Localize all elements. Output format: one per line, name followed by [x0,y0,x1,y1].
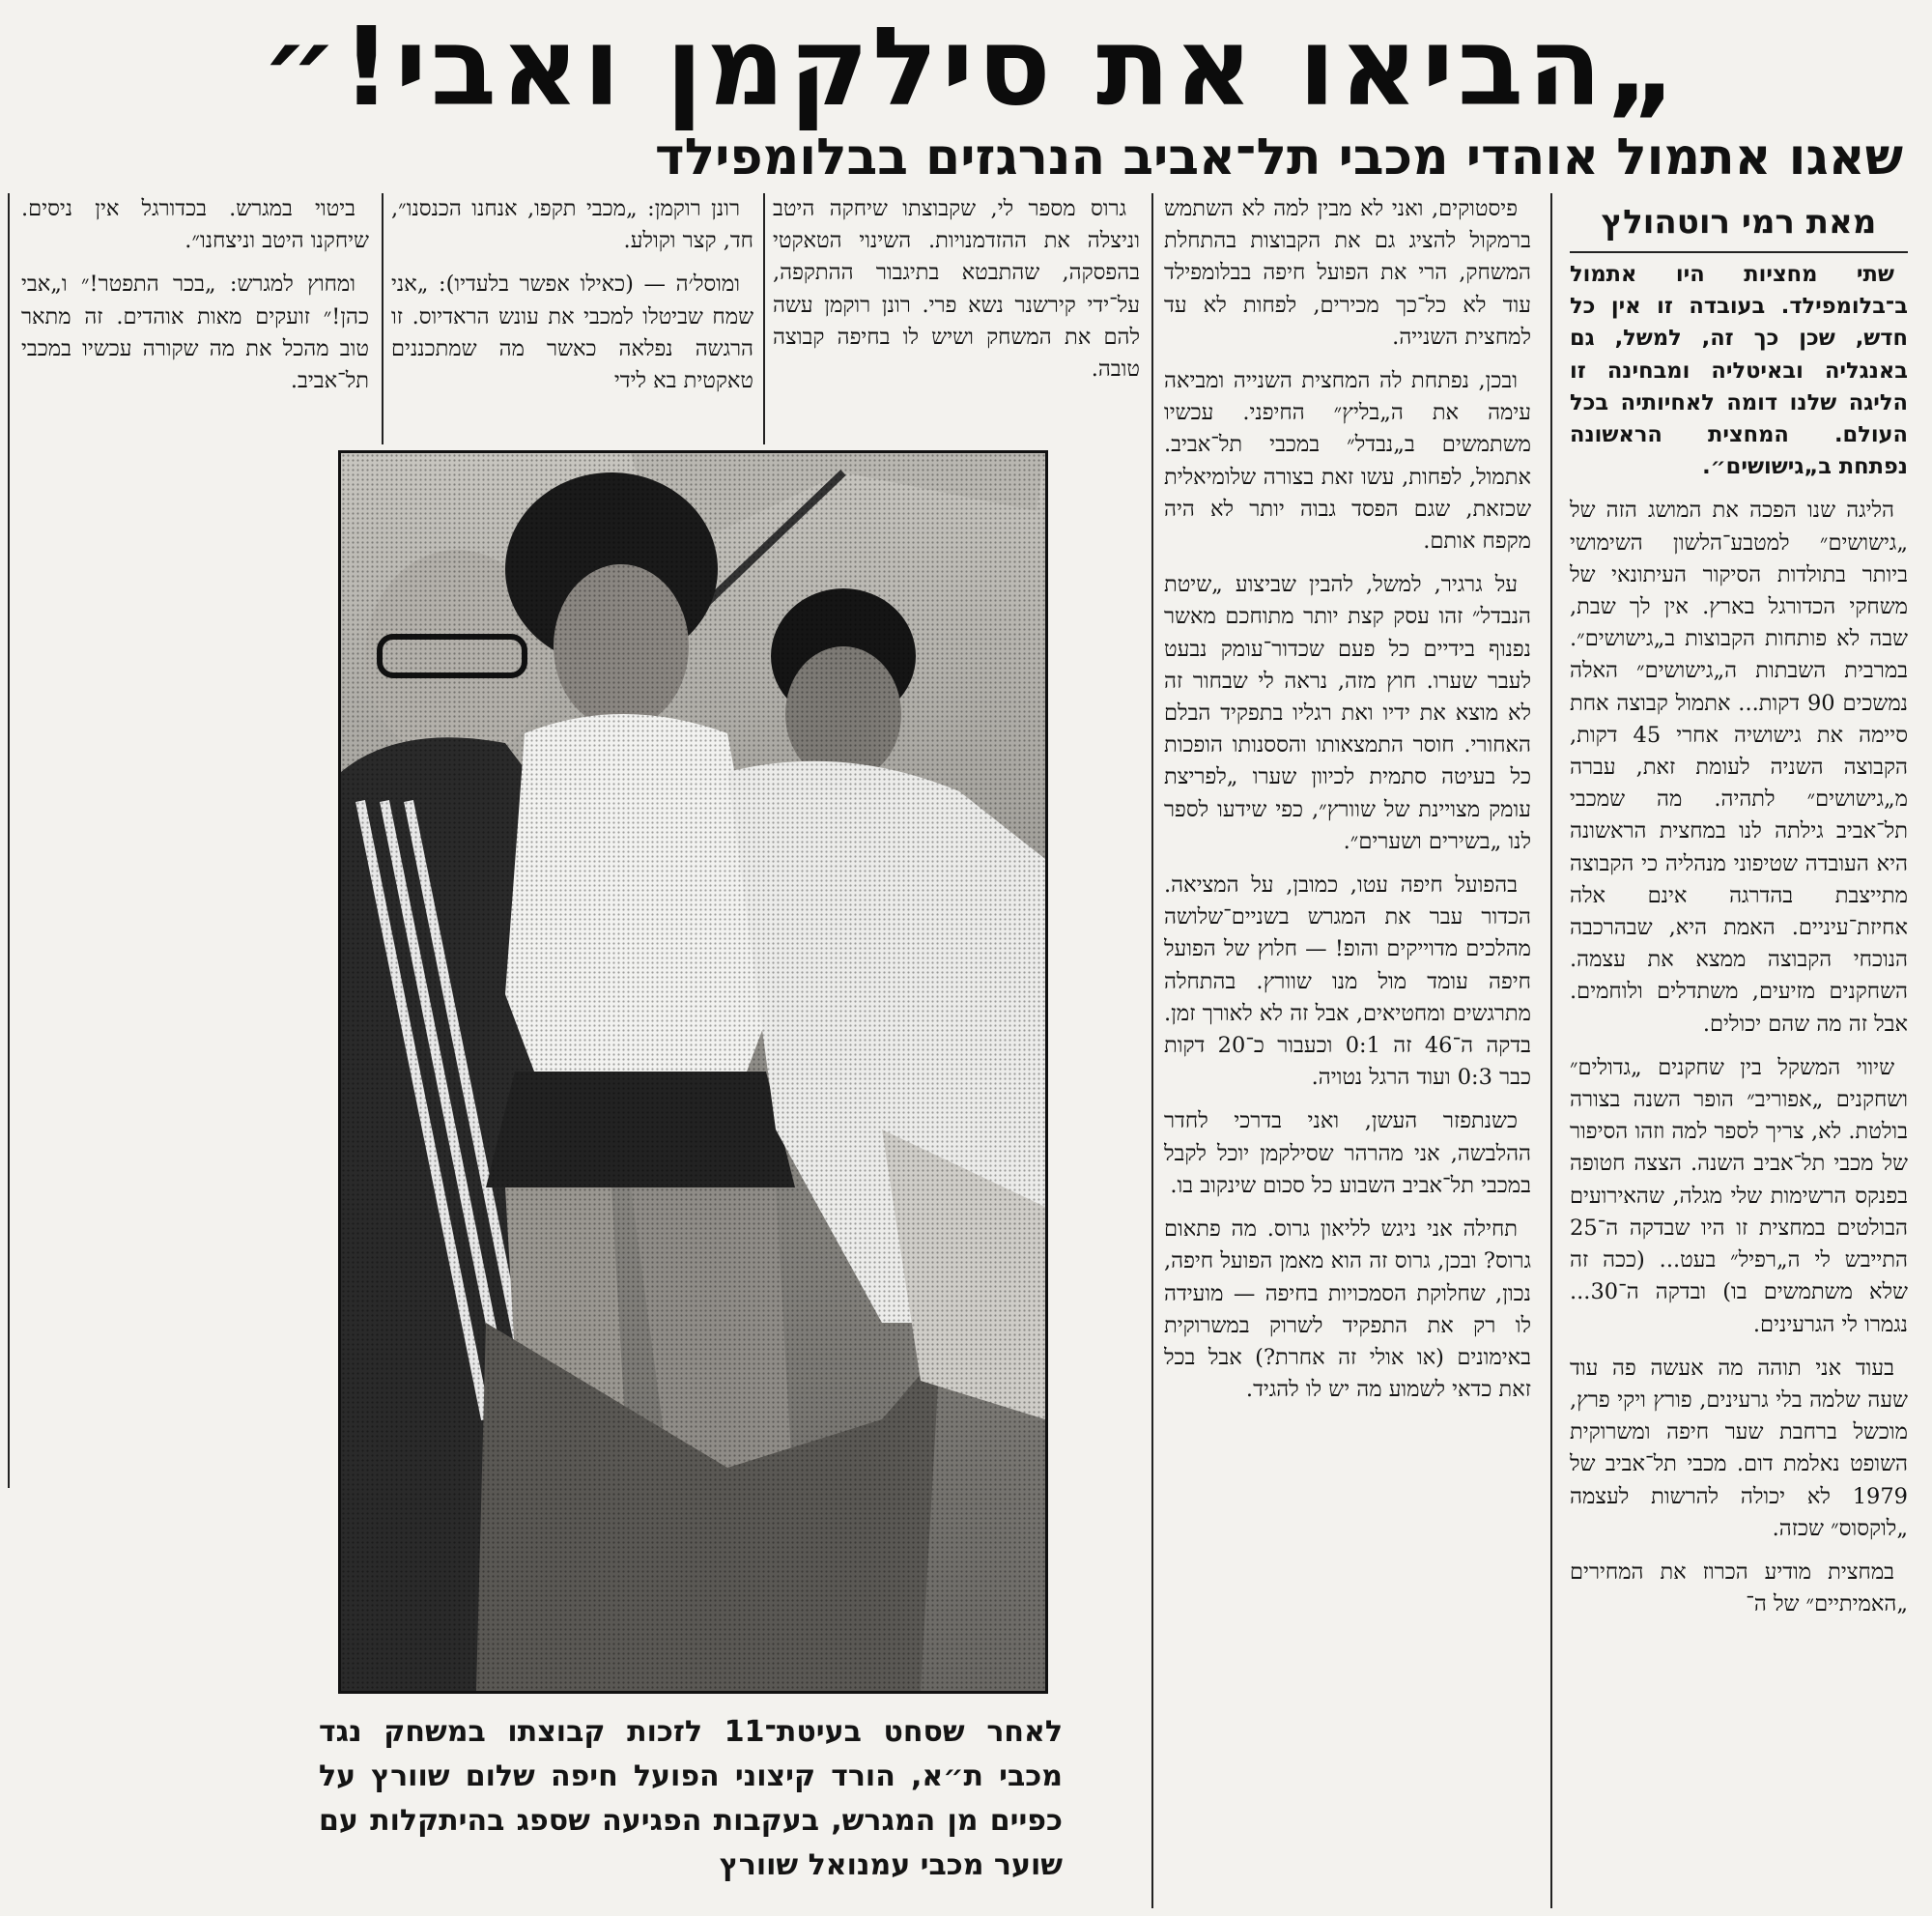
column-paragraph: שיווי המשקל בין שחקנים „גדולים״ ושחקנים „אפוריב״ הופר השנה בצורה בולטת. לא, צריך לספר למה וזהו הסיפור של מכבי תל־אביב השנה. הצצה חטופה בפנקס הרשימות שלי מגלה, שהאירועים הבולטים במחצית זו היו שבדקה ה־25 התייבש לי ה„רפיל״ בעט... (ככה זה שלא משתמשים בו) ובדקה ה־30... נגמרו לי הגרעינים. [1570,1054,1908,1337]
photo-players [338,450,1048,1694]
column-rule [382,193,384,444]
article-column-2 [1164,193,1531,1894]
column-paragraph: הליגה שנו הפכה את המושג הזה של „גישושים״ למטבע־הלשון השימושי ביותר בתולדות הסיקור העיתונאי של משחקי הכדורגל בארץ. אין לך שבת, שבה לא פותחות הקבוצות ב„גישושים״. במרבית השבתות ה„גישושים״ האלה נמשכים 90 דקות... אתמול קבוצה אחת סיימה את גישושיה אחרי 45 דקות, הקבוצה השניה לעומת זאת, עברה מ„גישושים״ לתהיה. מה שמכבי תל־אביב גילתה לנו במחצית הראשונה היא העובדה שטיפוני מנהליה כי הקבוצה מתייצבת בהדרגה אינם אלה אחיזת־עיניים. האמת היא, שבהרכבה הנוכחי הקבוצה ממצא את עצמה. השחקנים מזיעים, משתדלים ולוחמים. אבל זה מה שהם יכולים. [1570,498,1908,1037]
page-edge-rule [8,193,10,1488]
column-paragraph: בעוד אני תוהה מה אעשה פה עוד שעה שלמה בלי גרעינים, פורץ ויקי פרץ, מוכשל ברחבת שער חיפה ומשרוקית השופט נאלמת דום. מכבי תל־אביב של 1979 לא יכולה להרשות לעצמה „לוקסוס״ שכזה. [1570,1355,1908,1541]
column-paragraph: במחצית מודיע הכרוז את המחירים „האמיתיים״ של ה־ [1570,1559,1908,1617]
column-paragraph: גרוס מספר לי, שקבוצתו שיחקה היטב וניצלה את ההזדמנויות. השינוי הטאקטי בהפסקה, שהתבטא בתיגבור ההתקפה, על־ידי קירשנר נשא פרי. רונן רוקמן עשה להם את המשחק ושיש לו בחיפה קבוצה טובה. [773,196,1140,383]
column-rule [1151,193,1153,1908]
column-paragraph: על גרגיר, למשל, להבין שביצוע „שיטת הנבדל״ זהו עסק קצת יותר מתוחכם מאשר נפנוף בידיים כל פעם שכדור־עומק נבעט לעבר שערו. חוץ מזה, נראה לי שבחור זה לא מוצא את ידיו ואת רגליו בתפקיד הבלם האחורי. חוסר התמצאותו והססנותו הופכות כל בעיטה סתמית לכיוון שערו „לפריצת עומק מצויינת של שוורץ״, כפי שידעו לספר לנו „בשירים ושערים״. [1164,572,1531,854]
column-rule [1550,193,1552,1908]
column-paragraph: ובכן, נפתחת לה המחצית השנייה ומביאה עימה את ה„בליץ״ החיפני. עכשיו משתמשים ב„נבדל״ במכבי תל־אביב. אתמול, לפחות, עשו זאת בצורה שלומיאלית שכזאת, שגם הפסד גבוה יותר לא היה מקפח אותם. [1164,368,1531,555]
column-paragraph: ביטוי במגרש. בכדורגל אין ניסים. שיחקנו היטב וניצחנו״. [21,196,369,254]
article-column-5 [21,193,369,440]
photo-image [341,453,1045,1691]
subheadline: שאגו אתמול אוהדי מכבי תל־אביב הנרגזים בבלומפילד [655,129,1903,186]
column-paragraph: שתי מחציות היו אתמול ב־בלומפילד. בעובדה זו אין כל חדש, שכן כך זה, למשל, גם באנגליה ובאיטליה ומבחינה זו הליגה שלנו דומה לאחיותיה בכל העולם. המחצית הראשונה נפתחת ב„גישושים״. [1570,262,1908,480]
headline: „הביאו את סילקמן ואבי!״ [261,5,1681,130]
column-paragraph: כשנתפזר העשן, ואני בדרכי לחדר ההלבשה, אני מהרהר שסילקמן יוכל לקבל במכבי תל־אביב השבוע כל סכום שינקוב בו. [1164,1108,1531,1198]
column-paragraph: ומוסל׳ה — (כאילו אפשר בלעדיו): „אני שמח שביטלו למכבי את עונש הראדיוס. זו הרגשה נפלאה כאשר מה שמתכננים טאקטית בא לידי [391,272,753,394]
photo-caption: לאחר שסחט בעיטת־11 לזכות קבוצתו במשחק נגד מכבי ת״א, הורד קיצוני הפועל חיפה שלום שוורץ על כפיים מן המגרש, בעקבות הפגיעה שספג בהיתקלות עם שוער מכבי עמנואל שוורץ [319,1715,1063,1882]
article-column-3 [773,193,1140,440]
column-paragraph: ומחוץ למגרש: „בכר התפטר!״ ו„אבי כהן!״ זועקים מאות אוהדים. זה מתאר טוב מהכל את מה שקורה עכשיו במכבי תל־אביב. [21,272,369,394]
column-paragraph: בהפועל חיפה עטו, כמובן, על המציאה. הכדור עבר את המגרש בשניים־שלושה מהלכים מדוייקים והופ! — חלוץ של הפועל חיפה עומד מול מנו שוורץ. בהתחלה מתרגשים ומחטיאים, אבל זה לא לאורך זמן. בדקה ה־46 זה 0:1 וכעבור כ־20 דקות כבר 0:3 ועוד הרגל נטויה. [1164,872,1531,1091]
column-paragraph: רונן רוקמן: „מכבי תקפו, אנחנו הכנסנו״, חד, קצר וקולע. [391,196,753,254]
article-column-4 [391,193,753,440]
column-paragraph: פיסטוקים, ואני לא מבין למה לא השתמש ברמקול להציג גם את הקבוצות בהתחלת המשחק, הרי את הפועל חיפה בבלומפילד עוד לא כל־כך מכירים, לפחות לא עד למחצית השנייה. [1164,196,1531,350]
byline: מאת רמי רוטהולץ [1570,193,1908,253]
column-paragraph: תחילה אני ניגש לליאון גרוס. מה פתאום גרוס? ובכן, גרוס זה הוא מאמן הפועל חיפה, נכון, שחלוקת הסמכויות בחיפה — מועידה לו רק את התפקיד לשרוק במשרוקית באימונים (או אולי זה אחרת?) אבל בכל זאת כדאי לשמוע מה יש לו להגיד. [1164,1216,1531,1403]
column-rule [763,193,765,444]
article-column-1 [1570,259,1908,1911]
